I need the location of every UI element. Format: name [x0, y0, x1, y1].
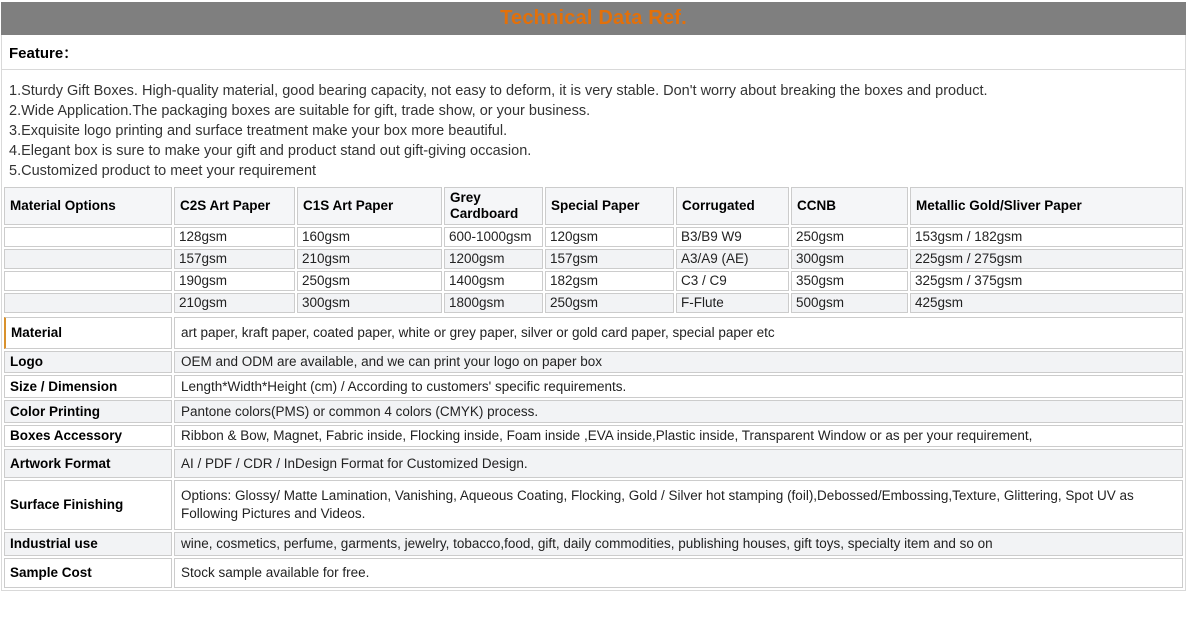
specification-table: [2, 315, 1185, 590]
table-cell: 500gsm: [791, 293, 908, 313]
spec-value: OEM and ODM are available, and we can print your logo on paper box: [174, 351, 1183, 373]
table-cell: 225gsm / 275gsm: [910, 249, 1183, 269]
table-cell: 250gsm: [297, 271, 442, 291]
table-cell: [4, 271, 172, 291]
spec-value: art paper, kraft paper, coated paper, white or grey paper, silver or gold card paper, special paper etc: [174, 317, 1183, 349]
spec-row: [4, 425, 1183, 447]
table-cell: A3/A9 (AE): [676, 249, 789, 269]
column-header: Material Options: [4, 187, 172, 225]
spec-label: Surface Finishing: [4, 480, 172, 530]
spec-row: [4, 400, 1183, 423]
gsm-row: [4, 293, 1183, 313]
table-cell: 160gsm: [297, 227, 442, 247]
material-options-table: [2, 185, 1185, 315]
table-cell: 210gsm: [174, 293, 295, 313]
spec-label: Boxes Accessory: [4, 425, 172, 447]
spec-row: [4, 317, 1183, 349]
table-cell: C3 / C9: [676, 271, 789, 291]
spec-label: Artwork Format: [4, 449, 172, 478]
table-cell: 300gsm: [791, 249, 908, 269]
spec-row: [4, 480, 1183, 530]
spec-row: [4, 375, 1183, 398]
spec-value: Length*Width*Height (cm) / According to customers' specific requirements.: [174, 375, 1183, 398]
table-cell: 350gsm: [791, 271, 908, 291]
table-cell: 325gsm / 375gsm: [910, 271, 1183, 291]
gsm-row: [4, 271, 1183, 291]
table-cell: [4, 249, 172, 269]
column-header: C1S Art Paper: [297, 187, 442, 225]
feature-item: 3.Exquisite logo printing and surface treatment make your box more beautiful.: [9, 123, 508, 139]
table-cell: [4, 293, 172, 313]
spec-label: Sample Cost: [4, 558, 172, 588]
spec-row: [4, 449, 1183, 478]
column-header: CCNB: [791, 187, 908, 225]
table-cell: 153gsm / 182gsm: [910, 227, 1183, 247]
feature-item: 2.Wide Application.The packaging boxes are suitable for gift, trade show, or your business.: [9, 103, 591, 119]
spec-row: [4, 351, 1183, 373]
column-header: Special Paper: [545, 187, 674, 225]
spec-value: Ribbon & Bow, Magnet, Fabric inside, Flocking inside, Foam inside ,EVA inside,Plastic inside, Transparent Window or as per your requirement,: [174, 425, 1183, 447]
spec-label: Size / Dimension: [4, 375, 172, 398]
column-header: Metallic Gold/Sliver Paper: [910, 187, 1183, 225]
title-bar: Technical Data Ref.: [1, 2, 1186, 35]
gsm-row: [4, 249, 1183, 269]
table-cell: 600-1000gsm: [444, 227, 543, 247]
spec-label: Material: [4, 317, 172, 349]
spec-value: AI / PDF / CDR / InDesign Format for Customized Design.: [174, 449, 1183, 478]
table-cell: 120gsm: [545, 227, 674, 247]
spec-value: Options: Glossy/ Matte Lamination, Vanishing, Aqueous Coating, Flocking, Gold / Silver hot stamping (foil),Debossed/Embossing,Texture, Glittering, Spot UV as Following Pictures and Videos.: [174, 480, 1183, 530]
table-cell: 157gsm: [545, 249, 674, 269]
spec-label: Logo: [4, 351, 172, 373]
spec-label: Industrial use: [4, 532, 172, 556]
table-cell: 250gsm: [791, 227, 908, 247]
table-cell: 182gsm: [545, 271, 674, 291]
gsm-row: [4, 227, 1183, 247]
feature-item: 4.Elegant box is sure to make your gift and product stand out gift-giving occasion.: [9, 143, 532, 159]
table-cell: 1200gsm: [444, 249, 543, 269]
table-cell: 1400gsm: [444, 271, 543, 291]
spec-value: wine, cosmetics, perfume, garments, jewelry, tobacco,food, gift, daily commodities, publishing houses, gift toys, specialty item and so on: [174, 532, 1183, 556]
table-cell: 157gsm: [174, 249, 295, 269]
table-cell: 250gsm: [545, 293, 674, 313]
table-cell: 1800gsm: [444, 293, 543, 313]
spec-row: [4, 532, 1183, 556]
table-cell: B3/B9 W9: [676, 227, 789, 247]
table-cell: 300gsm: [297, 293, 442, 313]
column-header: C2S Art Paper: [174, 187, 295, 225]
table-cell: 190gsm: [174, 271, 295, 291]
spec-row: [4, 558, 1183, 588]
content-panel: [1, 35, 1186, 591]
feature-item: 5.Customized product to meet your requirement: [9, 163, 317, 179]
table-cell: 128gsm: [174, 227, 295, 247]
feature-list: [2, 70, 1185, 185]
spec-label: Color Printing: [4, 400, 172, 423]
table-cell: 210gsm: [297, 249, 442, 269]
table-cell: [4, 227, 172, 247]
table-cell: F-Flute: [676, 293, 789, 313]
column-header: Grey Cardboard: [444, 187, 543, 225]
table-cell: 425gsm: [910, 293, 1183, 313]
column-header: Corrugated: [676, 187, 789, 225]
feature-item: 1.Sturdy Gift Boxes. High-quality material, good bearing capacity, not easy to deform, it is very stable. Don't worry about breaking the boxes and product.: [9, 83, 988, 99]
material-options-header-row: [4, 187, 1183, 225]
spec-value: Stock sample available for free.: [174, 558, 1183, 588]
spec-value: Pantone colors(PMS) or common 4 colors (CMYK) process.: [174, 400, 1183, 423]
feature-heading: Feature：: [2, 35, 1185, 70]
